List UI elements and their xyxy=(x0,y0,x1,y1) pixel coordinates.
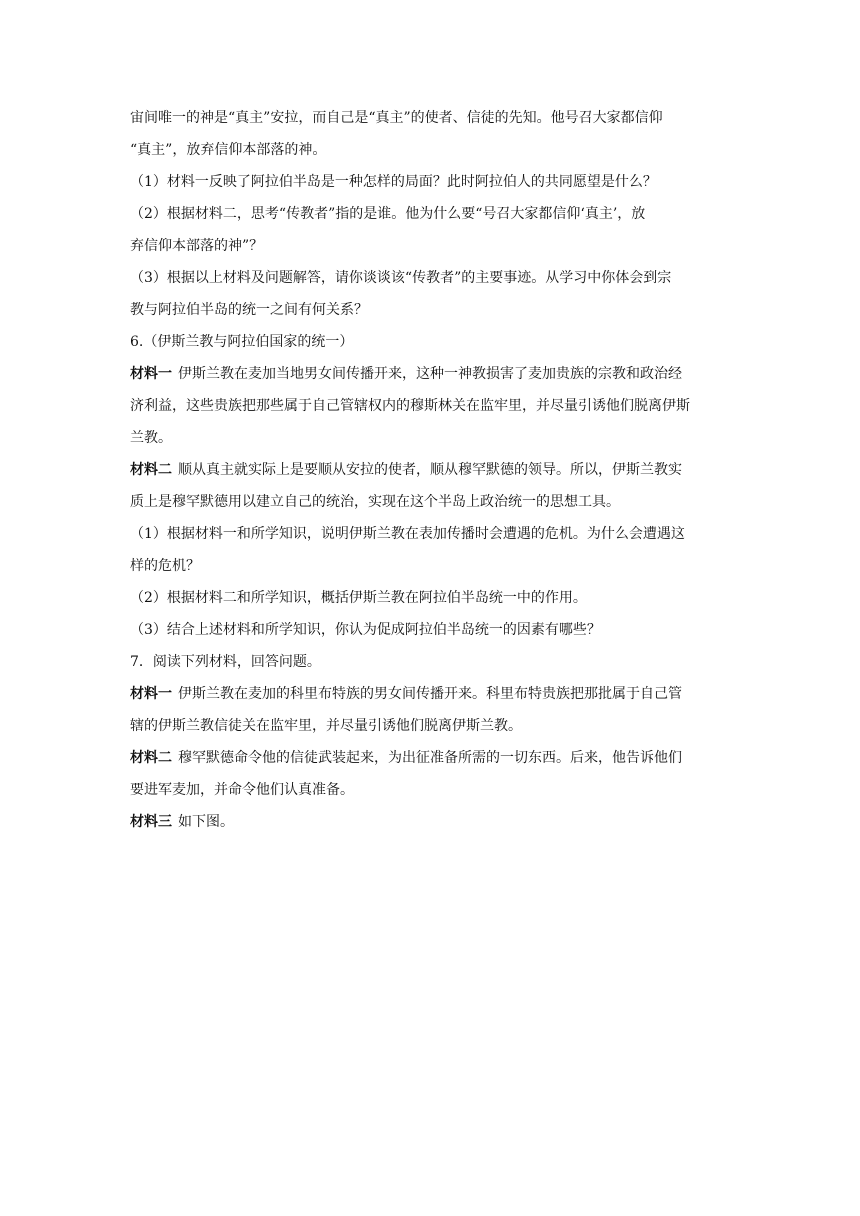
q6-material-1-line xyxy=(130,364,730,384)
material-label: 材料一 xyxy=(130,366,172,382)
q6-material-2-line: 质上是穆罕默德用以建立自己的统治，实现在这个半岛上政治统一的思想工具。 xyxy=(130,494,620,510)
question-6 xyxy=(130,332,730,640)
q7-material-3-line xyxy=(130,812,730,832)
material-label: 材料二 xyxy=(130,462,172,478)
q7-material-2-line xyxy=(130,748,730,768)
intro-line: “真主”，放弃信仰本部落的神。 xyxy=(130,142,327,158)
q5-sub2-line: 弃信仰本部落的神”？ xyxy=(130,238,264,254)
material-label: 材料三 xyxy=(130,814,172,830)
q5-sub3-line: 教与阿拉伯半岛的统一之间有何关系？ xyxy=(130,302,368,318)
q6-sub3: （3）结合上述材料和所学知识，你认为促成阿拉伯半岛统一的因素有哪些？ xyxy=(130,622,601,638)
material-text: 如下图。 xyxy=(178,814,234,830)
q5-sub3-line: （3）根据以上材料及问题解答，请你谈谈该“传教者”的主要事迹。从学习中你体会到宗 xyxy=(130,270,672,286)
q6-material-1-line: 兰教。 xyxy=(130,430,172,446)
q7-material-2-line: 要进军麦加，并命令他们认真准备。 xyxy=(130,782,354,798)
q6-sub1-line: 样的危机？ xyxy=(130,558,200,574)
q6-material-1-line: 济利益，这些贵族把那些属于自己管辖权内的穆斯林关在监牢里，并尽量引诱他们脱离伊斯 xyxy=(130,398,690,414)
q7-material-1-line: 辖的伊斯兰教信徒关在监牢里，并尽量引诱他们脱离伊斯兰教。 xyxy=(130,718,522,734)
material-text: 伊斯兰教在麦加当地男女间传播开来，这种一神教损害了麦加贵族的宗教和政治经 xyxy=(178,366,682,382)
material-text: 顺从真主就实际上是要顺从安拉的使者，顺从穆罕默德的领导。所以，伊斯兰教实 xyxy=(178,462,682,478)
material-label: 材料一 xyxy=(130,686,172,702)
document-body xyxy=(130,108,730,832)
material-label: 材料二 xyxy=(130,750,172,766)
material-text: 穆罕默德命令他的信徒武装起来，为出征准备所需的一切东西。后来，他告诉他们 xyxy=(178,750,682,766)
intro-line: 宙间唯一的神是“真主”安拉，而自己是“真主”的使者、信徒的先知。他号召大家都信仰 xyxy=(130,110,663,126)
question-7 xyxy=(130,652,730,832)
q5-sub1: （1）材料一反映了阿拉伯半岛是一种怎样的局面？此时阿拉伯人的共同愿望是什么？ xyxy=(130,174,657,190)
q7-material-1-line xyxy=(130,684,730,704)
q6-material-2-line xyxy=(130,460,730,480)
q6-sub2: （2）根据材料二和所学知识，概括伊斯兰教在阿拉伯半岛统一中的作用。 xyxy=(130,590,587,606)
material-text: 伊斯兰教在麦加的科里布特族的男女间传播开来。科里布特贵族把那批属于自己管 xyxy=(178,686,682,702)
intro-paragraph xyxy=(130,108,730,160)
question-5-subquestions xyxy=(130,172,730,320)
q6-sub1-line: （1）根据材料一和所学知识，说明伊斯兰教在表加传播时会遭遇的危机。为什么会遭遇这 xyxy=(130,526,685,542)
q6-title: 6.（伊斯兰教与阿拉伯国家的统一） xyxy=(130,334,354,350)
q7-title: 7．阅读下列材料，回答问题。 xyxy=(130,654,321,670)
q5-sub2-line: （2）根据材料二，思考“传教者”指的是谁。他为什么要“号召大家都信仰‘真主’，放 xyxy=(130,206,646,222)
